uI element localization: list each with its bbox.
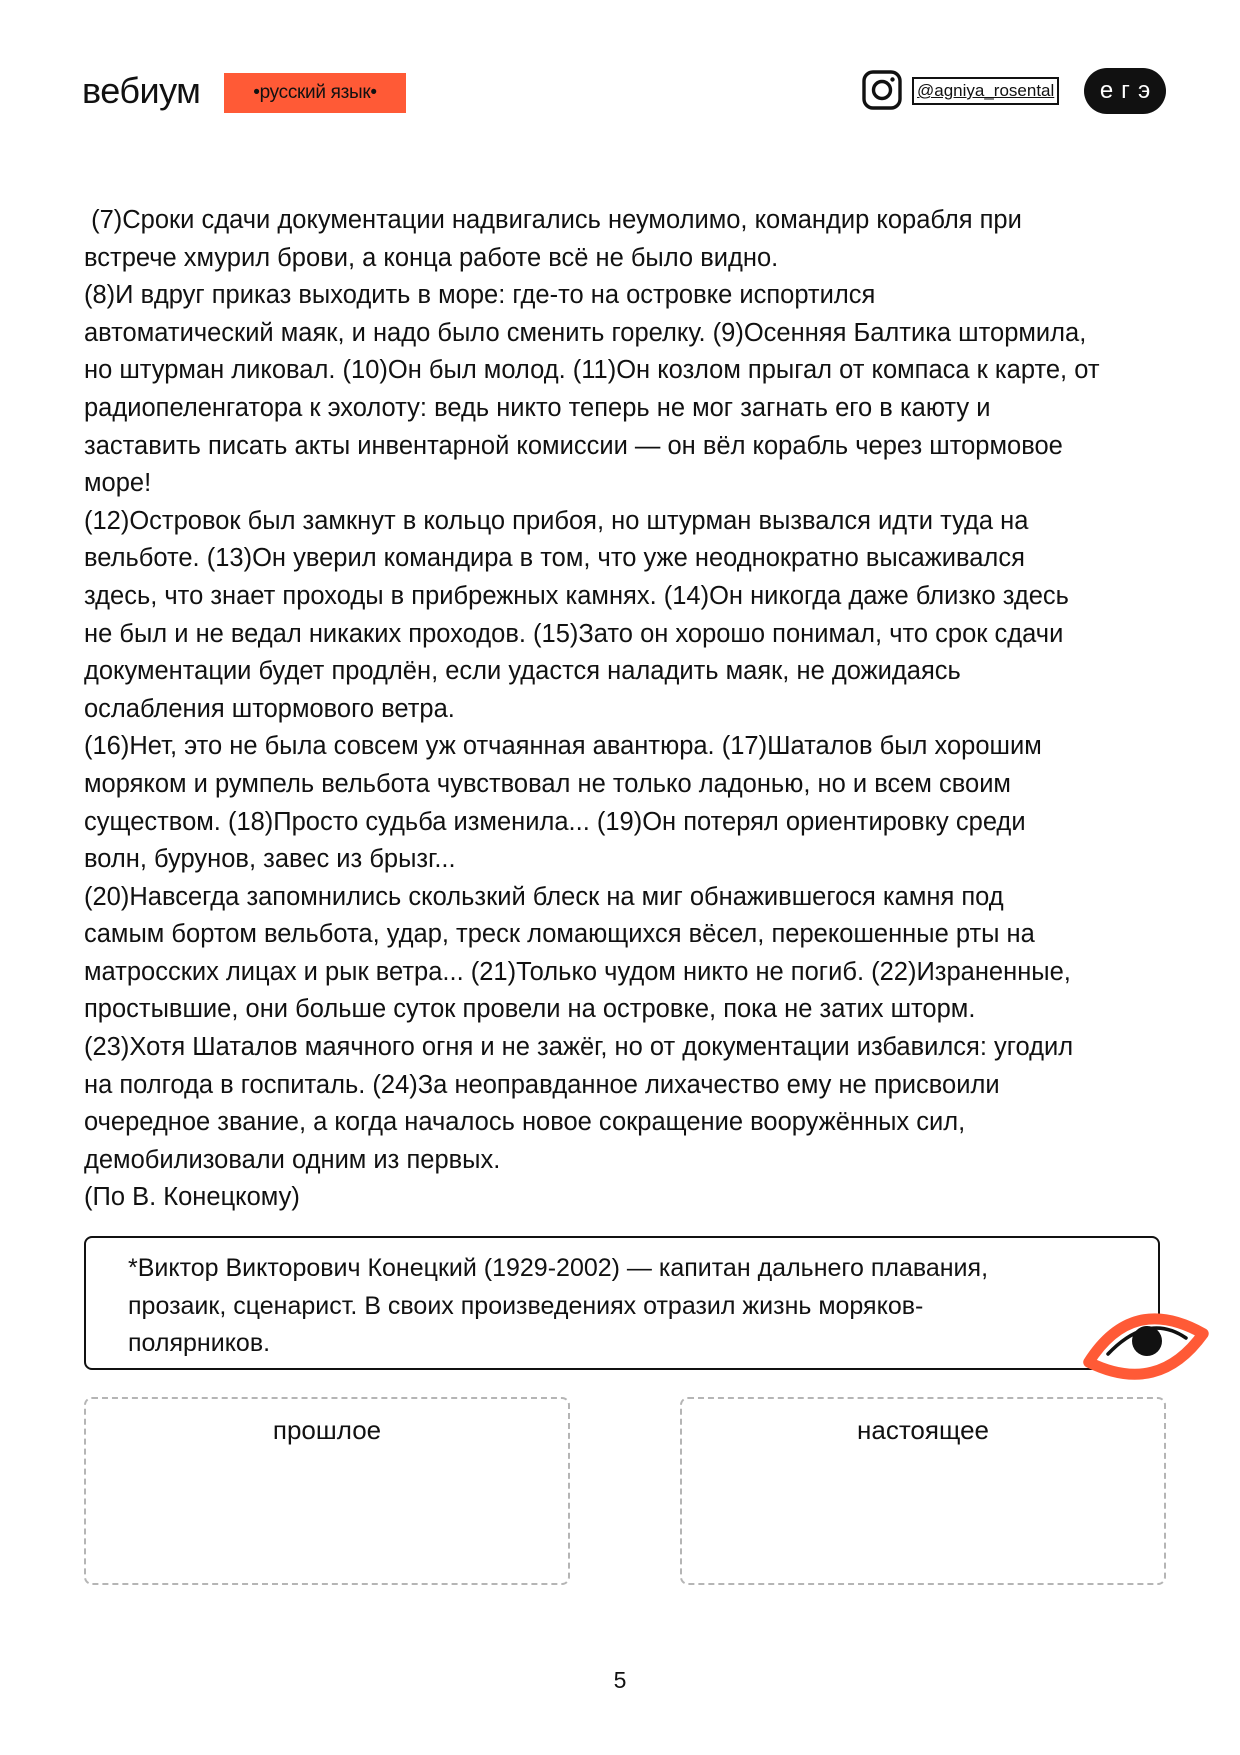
text-line: (8)И вдруг приказ выходить в море: где-то на островке испортился — [84, 281, 876, 310]
ege-letter: э — [1137, 77, 1151, 104]
text-line: автоматический маяк, и надо было сменить горелку. (9)Осенняя Балтика штормила, — [84, 318, 1087, 347]
text-line: на полгода в госпиталь. (24)За неоправданное лихачество ему не присвоили — [84, 1070, 1000, 1099]
text-line: моряком и румпель вельбота чувствовал не только ладонью, но и всем своим — [84, 769, 1011, 798]
text-line: волн, бурунов, завес из брызг... — [84, 845, 456, 874]
text-line: не был и не ведал никаких проходов. (15)Зато он хорошо понимал, что срок сдачи — [84, 619, 1064, 648]
ege-letter: е — [1099, 77, 1114, 104]
past-box[interactable] — [84, 1397, 570, 1585]
text-line: документации будет продлён, если удастся наладить маяк, не дожидаясь — [84, 657, 961, 686]
note-line: полярников. — [128, 1329, 271, 1357]
text-line: существом. (18)Просто судьба изменила... (19)Он потерял ориентировку среди — [84, 807, 1026, 836]
text-line: простывшие, они больше суток провели на островке, пока не затих шторм. — [84, 995, 976, 1024]
note-line: прозаик, сценарист. В своих произведениях отразил жизнь моряков- — [128, 1291, 924, 1320]
text-line: (7)Сроки сдачи документации надвигались неумолимо, командир корабля при — [84, 206, 1022, 234]
present-label: настоящее — [857, 1415, 989, 1445]
text-line: вельботе. (13)Он уверил командира в том, что уже неоднократно высаживался — [84, 544, 1025, 573]
text-line: очередное звание, а когда началось новое сокращение вооружённых сил, — [84, 1108, 966, 1137]
text-line: самым бортом вельбота, удар, треск ломающихся вёсел, перекошенные рты на — [84, 920, 1035, 949]
story-text — [84, 202, 1174, 1217]
text-line: (23)Хотя Шаталов маячного огня и не зажёг, но от документации избавился: угодил — [84, 1033, 1074, 1062]
ege-badge — [1084, 68, 1166, 114]
text-line: матросских лицах и рык ветра... (21)Только чудом никто не погиб. (22)Израненные, — [84, 957, 1071, 986]
page-number: 5 — [613, 1667, 627, 1693]
text-line: (20)Навсегда запомнились скользкий блеск на миг обнажившегося камня под — [84, 882, 1004, 911]
text-line: но штурман ликовал. (10)Он был молод. (11)Он козлом прыгал от компаса к карте, от — [84, 356, 1100, 385]
text-line: демобилизовали одним из первых. — [84, 1145, 501, 1174]
text-line: встрече хмурил брови, а конца работе всё не было видно. — [84, 243, 779, 272]
instagram-icon — [862, 70, 902, 110]
author-note — [128, 1250, 1058, 1363]
past-label: прошлое — [272, 1415, 382, 1445]
text-line: море! — [84, 469, 152, 498]
instagram-handle[interactable]: @agniya_rosental — [912, 77, 1059, 105]
text-line: ослабления штормового ветра. — [84, 694, 455, 723]
text-line: здесь, что знает проходы в прибрежных камнях. (14)Он никогда даже близко здесь — [84, 581, 1069, 610]
subject-badge: •русский язык• — [224, 73, 406, 113]
text-line: (16)Нет, это не была совсем уж отчаянная авантюра. (17)Шаталов был хорошим — [84, 732, 1042, 761]
author-note-box — [84, 1236, 1160, 1370]
text-line: радиопеленгатора к эхолоту: ведь никто теперь не мог загнать его в каюту и — [84, 393, 991, 422]
webium-logo: вебиум — [82, 70, 201, 111]
note-line: *Виктор Викторович Конецкий (1929-2002) — капитан дальнего плавания, — [128, 1254, 989, 1282]
eye-icon — [1076, 1298, 1214, 1390]
text-line: (12)Островок был замкнут в кольцо прибоя, но штурман вызвался идти туда на — [84, 506, 1029, 535]
present-box[interactable] — [680, 1397, 1166, 1585]
text-line: заставить писать акты инвентарной комиссии — он вёл корабль через штормовое — [84, 431, 1063, 460]
source-attribution: (По В. Конецкому) — [84, 1183, 300, 1212]
ege-letter: г — [1121, 77, 1130, 104]
